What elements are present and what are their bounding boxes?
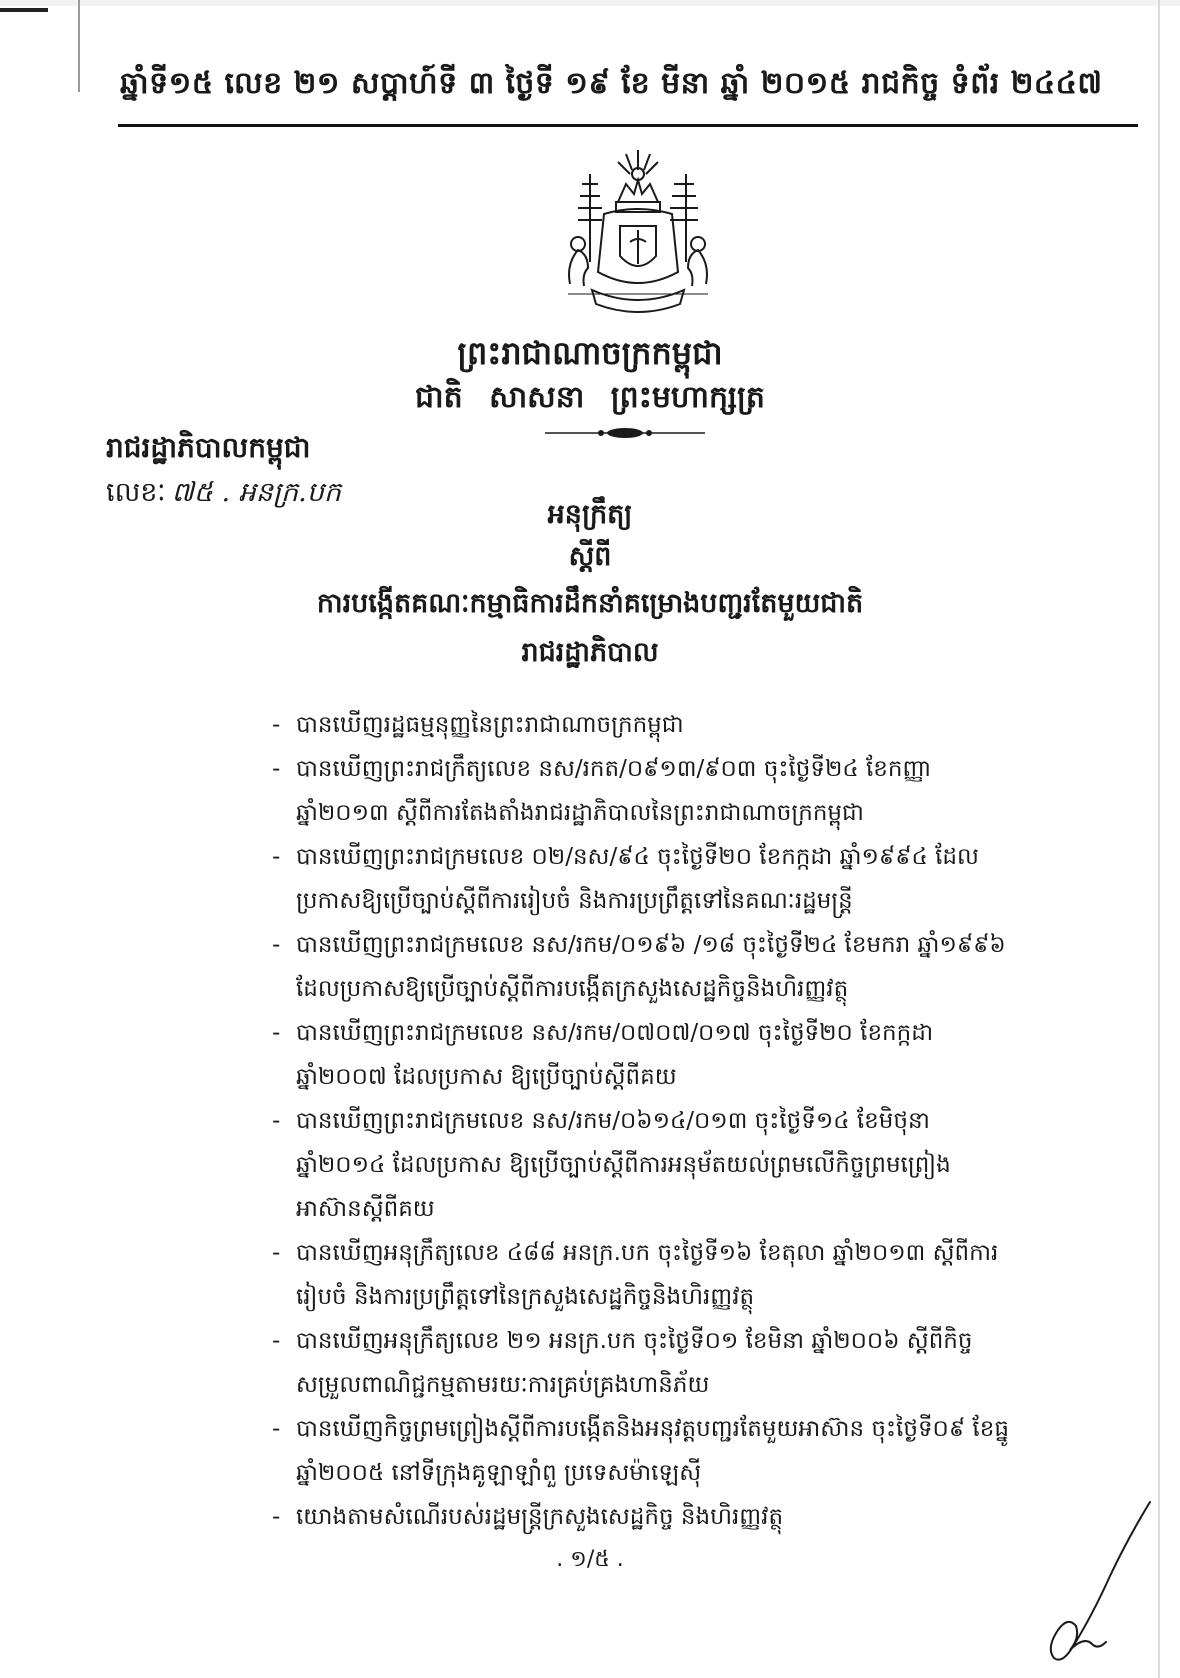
kingdom-title: ព្រះរាជាណាចក្រកម្ពុជា <box>457 334 723 372</box>
number-label: លេខៈ <box>106 477 166 508</box>
handwritten-number: ៧៥ . អនក្រ.បក <box>171 477 341 508</box>
corner-mark <box>0 8 48 12</box>
ornament-divider-icon <box>545 425 705 441</box>
header-rule <box>118 124 1138 127</box>
national-motto: ជាតិ សាសនា ព្រះមហាក្សត្រ <box>415 380 765 415</box>
recital-item: - បានឃើញអនុក្រឹត្យលេខ ២១ អនក្រ.បក ចុះថ្ងៃទី០១ ខែមិនា ឆ្នាំ២០០៦ ស្តីពីកិច្ចសម្រួលពាណិជ្ជកម្មតាមរយៈការគ្រប់គ្រងហានិភ័យ <box>272 1319 1012 1407</box>
recital-item: - បានឃើញព្រះរាជក្រមលេខ នស/រកម/០១៩៦ /១៨ ចុះថ្ងៃទី២៤ ខែមករា ឆ្នាំ១៩៩៦ ដែលប្រកាសឱ្យប្រើច្បាប់ស្តីពីការបង្កើតក្រសួងសេដ្ឋកិច្ចនិងហិរញ្ញវត្ថុ <box>272 923 1012 1011</box>
government-name: រាជរដ្ឋាភិបាលកម្ពុជា <box>106 431 311 464</box>
recital-item: - បានឃើញអនុក្រឹត្យលេខ ៤៨៨ អនក្រ.បក ចុះថ្ងៃទី១៦ ខែតុលា ឆ្នាំ២០១៣ ស្តីពីការរៀបចំ និងការប្រព្រឹត្តទៅនៃក្រសួងសេដ្ឋកិច្ចនិងហិរញ្ញវត្ថុ <box>272 1231 1012 1319</box>
recital-item: - យោងតាមសំណើរបស់រដ្ឋមន្ត្រីក្រសួងសេដ្ឋកិច្ច និងហិរញ្ញវត្ថុ <box>272 1495 1012 1539</box>
about-label: ស្តីពី <box>568 541 612 572</box>
scan-edge <box>0 0 1180 6</box>
scan-line-right <box>1158 0 1160 1678</box>
issuing-authority: រាជរដ្ឋាភិបាល <box>521 637 659 668</box>
gazette-running-header: ឆ្នាំទី១៥ លេខ ២១ សប្តាហ៍ទី ៣ ថ្ងៃទី ១៩ ខែ មីនា ឆ្នាំ ២០១៥ រាជកិច្ច ទំព័រ ២៤៤៧ <box>120 66 1103 101</box>
page-number: . ១/៥ . <box>556 1547 624 1572</box>
recital-item: - បានឃើញព្រះរាជក្រឹត្យលេខ នស/រកត/០៩១៣/៩០៣ ចុះថ្ងៃទី២៤ ខែកញ្ញា ឆ្នាំ២០១៣ ស្តីពីការតែងតាំងរាជរដ្ឋាភិបាលនៃព្រះរាជាណាចក្រកម្ពុជា <box>272 747 1012 835</box>
document-type: អនុក្រឹត្យ <box>547 499 633 530</box>
recital-item: - បានឃើញរដ្ឋធម្មនុញ្ញនៃព្រះរាជាណាចក្រកម្ពុជា <box>272 703 1012 747</box>
recital-item: - បានឃើញព្រះរាជក្រមលេខ ០២/នស/៩៤ ចុះថ្ងៃទី២០ ខែកក្កដា ឆ្នាំ១៩៩៤ ដែលប្រកាសឱ្យប្រើច្បាប់ស្តីពីការរៀបចំ និងការប្រព្រឹត្តទៅនៃគណៈរដ្ឋមន្ត្រី <box>272 835 1012 923</box>
recital-item: - បានឃើញព្រះរាជក្រមលេខ នស/រកម/០៦១៤/០១៣ ចុះថ្ងៃទី១៤ ខែមិថុនា ឆ្នាំ២០១៤ ដែលប្រកាស ឱ្យប្រើច្បាប់ស្តីពីការអនុម័តយល់ព្រមលើកិច្ចព្រមព្រៀងអាស៊ានស្តីពីគយ <box>272 1099 1012 1231</box>
royal-coat-of-arms-icon <box>548 144 728 322</box>
scan-line-left <box>78 0 80 92</box>
recital-item: - បានឃើញព្រះរាជក្រមលេខ នស/រកម/០៧០៧/០១៧ ចុះថ្ងៃទី២០ ខែកក្កដា ឆ្នាំ២០០៧ ដែលប្រកាស ឱ្យប្រើច្បាប់ស្តីពីគយ <box>272 1011 1012 1099</box>
handwritten-signature-icon <box>1032 1498 1154 1668</box>
recital-item: - បានឃើញកិច្ចព្រមព្រៀងស្តីពីការបង្កើតនិងអនុវត្តបញ្ជរតែមួយអាស៊ាន ចុះថ្ងៃទី០៩ ខែធ្នូ ឆ្នាំ២០០៥ នៅទីក្រុងគូឡាឡាំពួ ប្រទេសម៉ាឡេស៊ី <box>272 1407 1012 1495</box>
decree-subject: ការបង្កើតគណៈកម្មាធិការដឹកនាំគម្រោងបញ្ជរតែមួយជាតិ <box>316 588 864 619</box>
recitals-list <box>272 703 1012 1539</box>
